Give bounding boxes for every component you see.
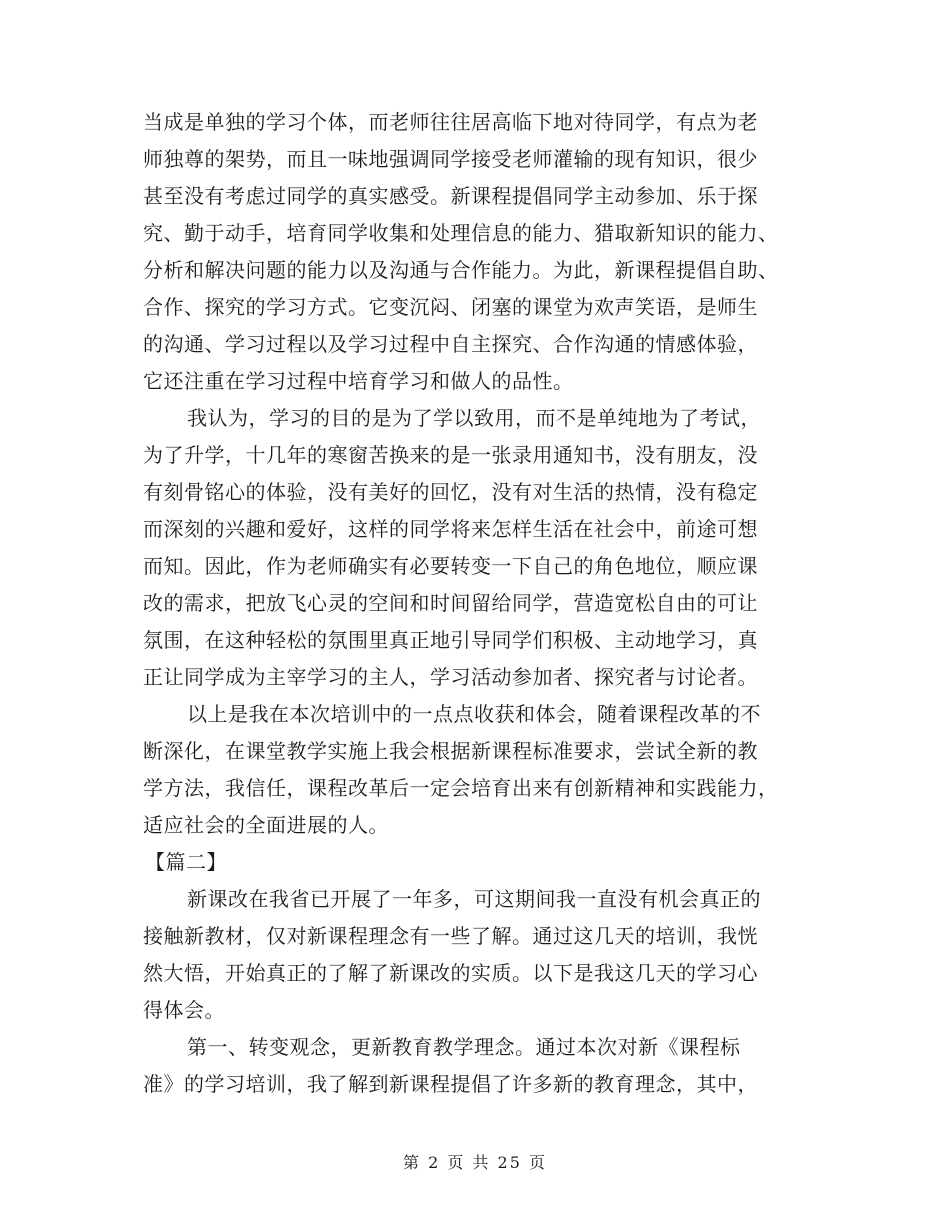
text-line: 适应社会的全面进展的人。 (143, 813, 389, 837)
text-line: 然大悟，开始真正的了解了新课改的实质。以下是我这几天的学习心 (143, 961, 758, 985)
text-line: 断深化，在课堂教学实施上我会根据新课程标准要求，尝试全新的教 (143, 739, 758, 763)
text-line: 学方法，我信任，课程改革后一定会培育出来有创新精神和实践能力， (143, 776, 779, 800)
text-line: 为了升学，十几年的寒窗苦换来的是一张录用通知书，没有朋友，没 (143, 443, 758, 467)
text-line: 新课改在我省已开展了一年多，可这期间我一直没有机会真正的 (187, 887, 761, 911)
paragraph-5 (143, 1029, 803, 1103)
paragraph-4 (143, 881, 803, 1029)
text-line: 以上是我在本次培训中的一点点收获和体会，随着课程改革的不 (187, 702, 761, 726)
text-line: 而深刻的兴趣和爱好，这样的同学将来怎样生活在社会中，前途可想 (143, 517, 758, 541)
document-body (143, 104, 803, 1103)
section-heading: 【篇二】 (145, 850, 227, 874)
text-line: 有刻骨铭心的体验，没有美好的回忆，没有对生活的热情，没有稳定 (143, 480, 758, 504)
text-line: 甚至没有考虑过同学的真实感受。新课程提倡同学主动参加、乐于探 (143, 184, 758, 208)
text-line: 改的需求，把放飞心灵的空间和时间留给同学，营造宽松自由的可让 (143, 591, 758, 615)
page-number-footer: 第 2 页 共 25 页 (403, 1153, 547, 1172)
text-line: 接触新教材，仅对新课程理念有一些了解。通过这几天的培训，我恍 (143, 924, 758, 948)
text-line: 师独尊的架势，而且一味地强调同学接受老师灌输的现有知识，很少 (143, 147, 758, 171)
text-line: 而知。因此，作为老师确实有必要转变一下自己的角色地位，顺应课 (143, 554, 758, 578)
text-line: 合作、探究的学习方式。它变沉闷、闭塞的课堂为欢声笑语，是师生 (143, 295, 758, 319)
text-line: 它还注重在学习过程中培育学习和做人的品性。 (143, 369, 574, 393)
text-line: 准》的学习培训，我了解到新课程提倡了许多新的教育理念，其中， (143, 1072, 758, 1096)
text-line: 当成是单独的学习个体，而老师往往居高临下地对待同学，有点为老 (143, 110, 758, 134)
paragraph-3 (143, 696, 803, 844)
text-line: 究、勤于动手，培育同学收集和处理信息的能力、猎取新知识的能力、 (143, 221, 779, 245)
paragraph-2 (143, 400, 803, 696)
text-line: 氛围，在这种轻松的氛围里真正地引导同学们积极、主动地学习，真 (143, 628, 758, 652)
text-line: 我认为，学习的目的是为了学以致用，而不是单纯地为了考试， (187, 406, 761, 430)
text-line: 分析和解决问题的能力以及沟通与合作能力。为此，新课程提倡自助、 (143, 258, 779, 282)
text-line: 得体会。 (143, 998, 225, 1022)
text-line: 第一、转变观念，更新教育教学理念。通过本次对新《课程标 (187, 1035, 741, 1059)
text-line: 正让同学成为主宰学习的主人，学习活动参加者、探究者与讨论者。 (143, 665, 758, 689)
paragraph-1 (143, 104, 803, 400)
text-line: 的沟通、学习过程以及学习过程中自主探究、合作沟通的情感体验， (143, 332, 758, 356)
